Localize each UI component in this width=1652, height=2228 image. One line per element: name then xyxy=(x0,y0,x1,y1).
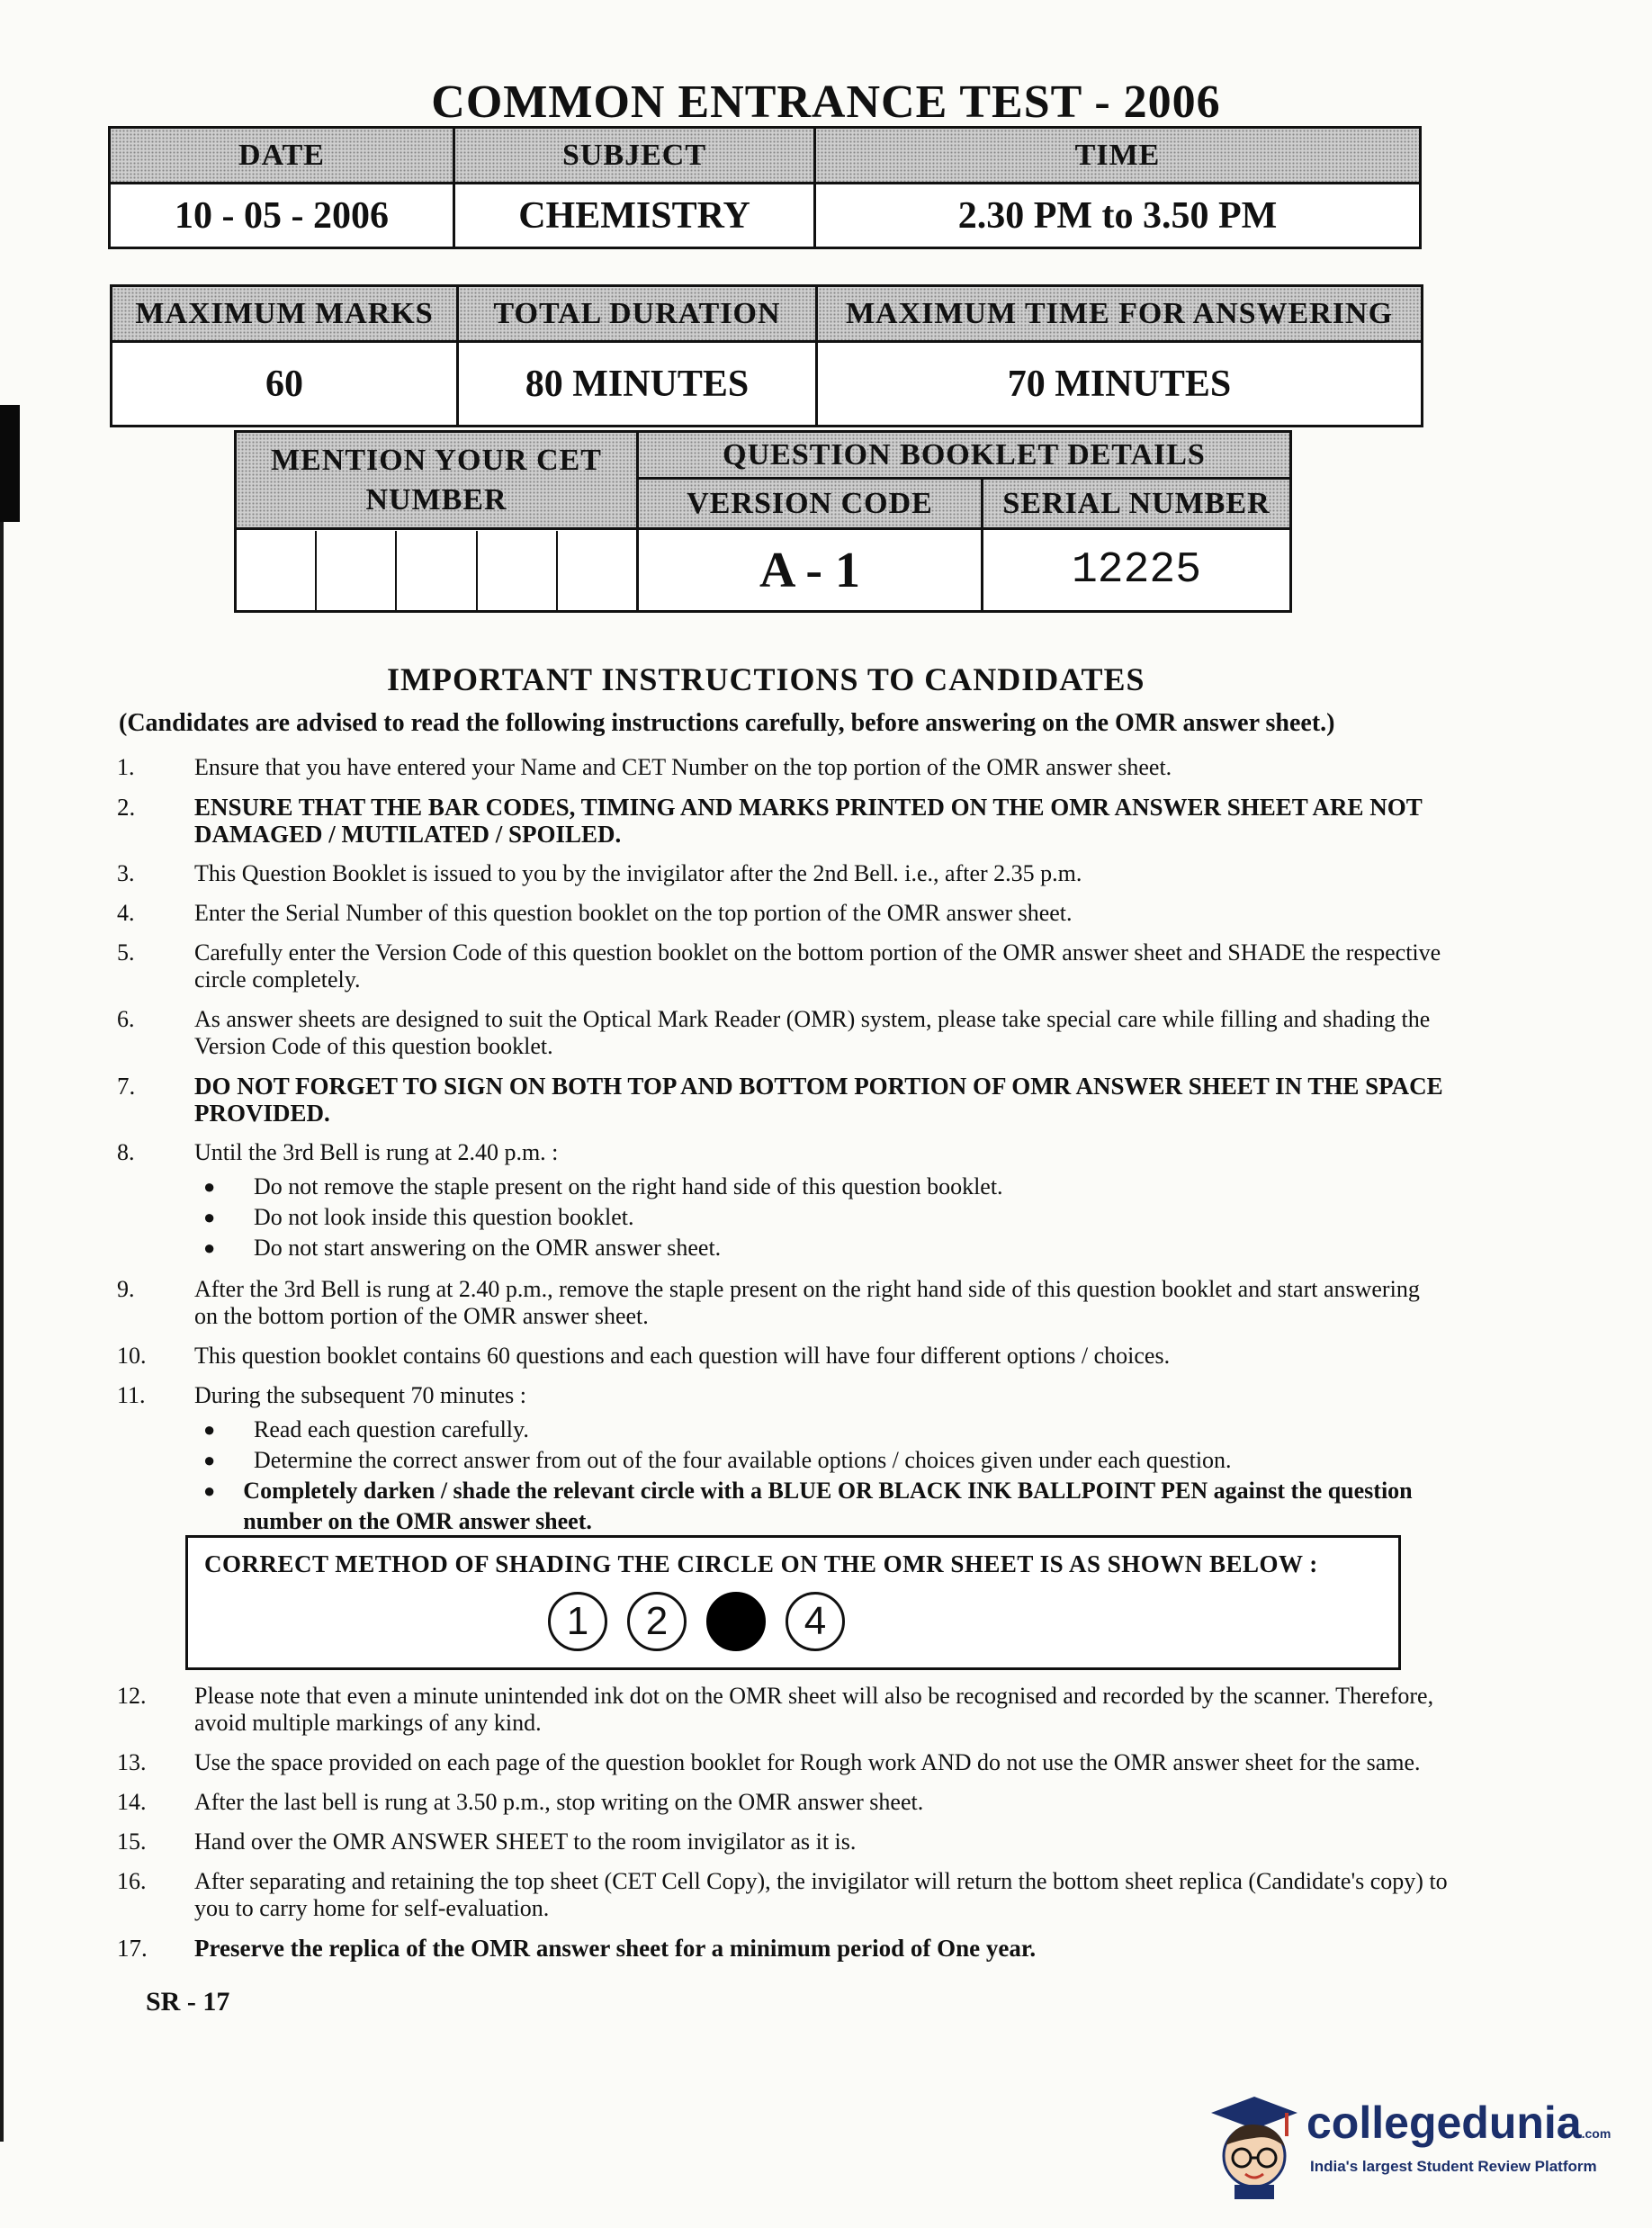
bullet-icon: ● xyxy=(203,1479,216,1502)
list-item: 12. Please note that even a minute unintended ink dot on the OMR sheet will also be recognised and recorded by the scanner. Therefore, avoid multiple markings of any kind. xyxy=(117,1683,1434,1736)
bullet-item: ● Do not start answering on the OMR answer sheet. xyxy=(194,1233,1449,1263)
list-item: 11. During the subsequent 70 minutes : ● Read each question carefully. ● Determine the correct answer from out of the four available options / choices given under each question. ● Completely darken / shade the relevant circle with a BLUE OR BLACK INK BALLPOINT PEN against the question number on the OMR answer sheet. xyxy=(117,1382,1449,1537)
bullet-icon: ● xyxy=(203,1236,216,1259)
version-code-value: A - 1 xyxy=(638,529,983,612)
bullet-icon: ● xyxy=(203,1449,216,1471)
list-item: 16. After separating and retaining the top sheet (CET Cell Copy), the invigilator will return the bottom sheet replica (Candidate's copy) to you to carry home for self-evaluation. xyxy=(117,1868,1448,1921)
list-item: 4. Enter the Serial Number of this question booklet on the top portion of the OMR answer sheet. xyxy=(117,900,1073,926)
time-value: 2.30 PM to 3.50 PM xyxy=(815,184,1421,248)
cet-number-header: MENTION YOUR CET NUMBER xyxy=(236,432,638,529)
collegedunia-logo[interactable] xyxy=(1208,2093,1612,2201)
bullet-item: ● Determine the correct answer from out of the four available options / choices given under each question. xyxy=(194,1445,1449,1476)
serial-number-value: 12225 xyxy=(983,529,1291,612)
bullet-item: ● Completely darken / shade the relevant circle with a BLUE OR BLACK INK BALLPOINT PEN against the question number on the OMR answer sheet. xyxy=(194,1476,1449,1537)
list-item: 7. DO NOT FORGET TO SIGN ON BOTH TOP AND BOTTOM PORTION OF OMR ANSWER SHEET IN THE SPACE PROVIDED. xyxy=(117,1073,1443,1127)
cet-digit-box[interactable] xyxy=(397,531,477,610)
bullet-list xyxy=(194,1415,1449,1537)
instructions-note: (Candidates are advised to read the following instructions carefully, before answering on the OMR answer sheet.) xyxy=(119,709,1335,737)
scan-edge-line xyxy=(0,522,4,2142)
cet-digit-box[interactable] xyxy=(237,531,317,610)
bullet-item: ● Do not look inside this question booklet. xyxy=(194,1202,1449,1233)
omr-circles xyxy=(548,1592,845,1651)
bullet-icon: ● xyxy=(203,1418,216,1441)
exam-info-table xyxy=(108,126,1422,249)
total-duration-value: 80 MINUTES xyxy=(458,342,817,427)
cet-number-boxes[interactable] xyxy=(236,529,638,612)
date-header: DATE xyxy=(110,128,454,184)
bullet-icon: ● xyxy=(203,1175,216,1198)
omr-circle-1: 1 xyxy=(548,1592,607,1651)
cet-digit-box[interactable] xyxy=(478,531,558,610)
serial-number-header: SERIAL NUMBER xyxy=(983,479,1291,529)
cet-digit-box[interactable] xyxy=(317,531,397,610)
omr-example-box xyxy=(185,1535,1401,1670)
omr-caption: CORRECT METHOD OF SHADING THE CIRCLE ON THE OMR SHEET IS AS SHOWN BELOW : xyxy=(204,1550,1318,1577)
list-item: 10. This question booklet contains 60 questions and each question will have four different options / choices. xyxy=(117,1343,1171,1369)
list-item: 3. This Question Booklet is issued to you by the invigilator after the 2nd Bell. i.e., after 2.35 p.m. xyxy=(117,860,1082,886)
max-marks-value: 60 xyxy=(112,342,458,427)
booklet-details-header: QUESTION BOOKLET DETAILS xyxy=(638,432,1291,479)
list-item: 5. Carefully enter the Version Code of this question booklet on the bottom portion of the OMR answer sheet and SHADE the respective circle completely. xyxy=(117,939,1441,993)
page-title: COMMON ENTRANCE TEST - 2006 xyxy=(431,76,1221,128)
date-value: 10 - 05 - 2006 xyxy=(110,184,454,248)
logo-brand: collegedunia.com xyxy=(1306,2098,1612,2148)
bullet-item: ● Read each question carefully. xyxy=(194,1415,1449,1445)
max-marks-header: MAXIMUM MARKS xyxy=(112,286,458,342)
list-item: 17. Preserve the replica of the OMR answer sheet for a minimum period of One year. xyxy=(117,1935,1037,1962)
list-item: 6. As answer sheets are designed to suit the Optical Mark Reader (OMR) system, please take special care while filling and shading the Version Code of this question booklet. xyxy=(117,1006,1431,1059)
subject-header: SUBJECT xyxy=(454,128,815,184)
list-item: 2. ENSURE THAT THE BAR CODES, TIMING AND MARKS PRINTED ON THE OMR ANSWER SHEET ARE NOT DAMAGED / MUTILATED / SPOILED. xyxy=(117,794,1423,848)
version-code-header: VERSION CODE xyxy=(638,479,983,529)
cet-digit-box[interactable] xyxy=(558,531,636,610)
omr-circle-3-shaded xyxy=(706,1592,766,1651)
instructions-title: IMPORTANT INSTRUCTIONS TO CANDIDATES xyxy=(387,661,1145,697)
list-item: 13. Use the space provided on each page of the question booklet for Rough work AND do not use the OMR answer sheet for the same. xyxy=(117,1749,1421,1775)
footer-code: SR - 17 xyxy=(146,1987,230,2017)
list-item: 14. After the last bell is rung at 3.50 p.m., stop writing on the OMR answer sheet. xyxy=(117,1789,924,1815)
instructions-list xyxy=(117,754,1449,1550)
instructions-list-continued xyxy=(117,1683,1449,1974)
list-item: 8. Until the 3rd Bell is rung at 2.40 p.m. : ● Do not remove the staple present on the right hand side of this question booklet. ● Do not look inside this question booklet. ● Do not start answering on the OMR answer sheet. xyxy=(117,1139,1449,1263)
list-item: 15. Hand over the OMR ANSWER SHEET to the room invigilator as it is. xyxy=(117,1828,857,1855)
max-time-header: MAXIMUM TIME FOR ANSWERING xyxy=(817,286,1423,342)
bullet-icon: ● xyxy=(203,1206,216,1228)
logo-tagline: India's largest Student Review Platform xyxy=(1310,2158,1597,2175)
total-duration-header: TOTAL DURATION xyxy=(458,286,817,342)
max-time-value: 70 MINUTES xyxy=(817,342,1423,427)
omr-circle-4: 4 xyxy=(786,1592,845,1651)
subject-value: CHEMISTRY xyxy=(454,184,815,248)
bullet-item: ● Do not remove the staple present on the right hand side of this question booklet. xyxy=(194,1172,1449,1202)
list-item: 1. Ensure that you have entered your Name and CET Number on the top portion of the OMR answer sheet. xyxy=(117,754,1172,780)
marks-table xyxy=(110,284,1423,427)
omr-circle-2: 2 xyxy=(627,1592,687,1651)
scan-edge-mark xyxy=(0,405,20,522)
bullet-list xyxy=(194,1172,1449,1263)
time-header: TIME xyxy=(815,128,1421,184)
list-item: 9. After the 3rd Bell is rung at 2.40 p.m., remove the staple present on the right hand side of this question booklet and start answering on the bottom portion of the OMR answer sheet. xyxy=(117,1276,1420,1329)
mascot-icon xyxy=(1208,2093,1301,2199)
booklet-table xyxy=(234,430,1292,613)
